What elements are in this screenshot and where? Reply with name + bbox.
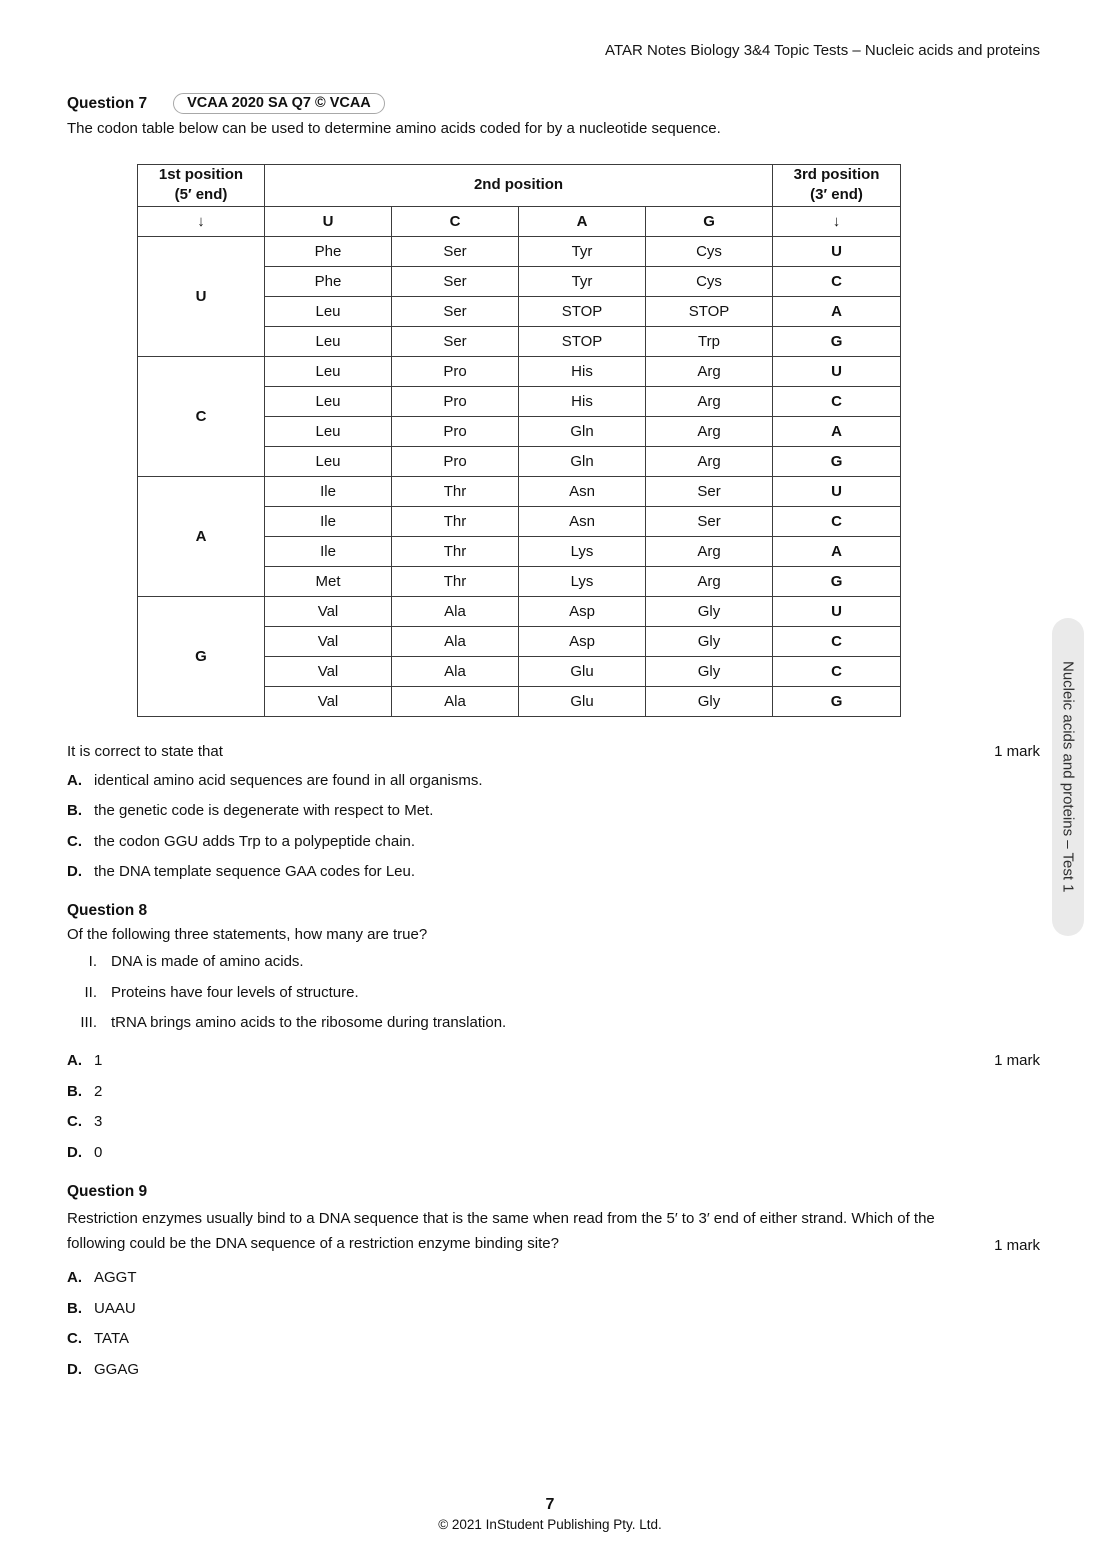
codon-amino-acid-cell: Lys: [519, 536, 646, 566]
codon-table-row: [138, 596, 901, 626]
codon-table-row: [138, 236, 901, 266]
down-arrow-icon: ↓: [773, 206, 901, 236]
codon-third-base: G: [773, 566, 901, 596]
codon-amino-acid-cell: Ile: [265, 536, 392, 566]
question7-intro: The codon table below can be used to determine amino acids coded for by a nucleotide sequence.: [67, 120, 721, 137]
codon-amino-acid-cell: Ala: [392, 596, 519, 626]
question8-options: [67, 1052, 1040, 1161]
option-row: [67, 863, 1040, 880]
codon-third-base: A: [773, 416, 901, 446]
option-letter: D.: [67, 863, 82, 880]
option-letter: B.: [67, 1082, 82, 1100]
option-text: GGAG: [94, 1360, 140, 1378]
codon-amino-acid-cell: Ala: [392, 686, 519, 716]
codon-amino-acid-cell: Gln: [519, 446, 646, 476]
header-title: ATAR Notes Biology 3&4 Topic Tests – Nucleic acids and proteins: [605, 42, 1040, 59]
codon-amino-acid-cell: Gly: [646, 596, 773, 626]
option-letter: B.: [67, 802, 82, 819]
option-letter: A.: [67, 771, 82, 789]
statement-numeral: III.: [80, 1014, 97, 1031]
codon-amino-acid-cell: Trp: [646, 326, 773, 356]
codon-amino-acid-cell: His: [519, 386, 646, 416]
question9-text: Restriction enzymes usually bind to a DNA sequence that is the same when read from the 5′ to 3′ end of either strand. Which of the following could be the DNA sequence of a restriction enzyme binding site?: [67, 1209, 935, 1253]
codon-amino-acid-cell: Tyr: [519, 236, 646, 266]
codon-third-base: U: [773, 356, 901, 386]
codon-amino-acid-cell: Cys: [646, 266, 773, 296]
option-text: the DNA template sequence GAA codes for Leu.: [94, 863, 416, 880]
option-letter: D.: [67, 1143, 82, 1161]
codon-header-third-position: [773, 165, 901, 207]
codon-amino-acid-cell: Thr: [392, 566, 519, 596]
codon-amino-acid-cell: Glu: [519, 686, 646, 716]
statement-numeral: I.: [88, 953, 97, 970]
question7-marks: 1 mark: [994, 742, 1040, 760]
page-footer: [0, 1496, 1100, 1532]
question8-intro: Of the following three statements, how many are true?: [67, 926, 428, 943]
codon-amino-acid-cell: Leu: [265, 446, 392, 476]
codon-amino-acid-cell: Arg: [646, 566, 773, 596]
codon-amino-acid-cell: Thr: [392, 536, 519, 566]
codon-amino-acid-cell: Arg: [646, 356, 773, 386]
codon-amino-acid-cell: Val: [265, 626, 392, 656]
codon-amino-acid-cell: His: [519, 356, 646, 386]
codon-amino-acid-cell: Pro: [392, 416, 519, 446]
statement-text: Proteins have four levels of structure.: [111, 983, 359, 1001]
codon-third-base: G: [773, 686, 901, 716]
codon-amino-acid-cell: Cys: [646, 236, 773, 266]
statement-text: tRNA brings amino acids to the ribosome during translation.: [111, 1014, 507, 1031]
codon-third-base: C: [773, 626, 901, 656]
option-text: 1: [94, 1052, 103, 1069]
codon-amino-acid-cell: Gly: [646, 656, 773, 686]
option-row: [67, 1113, 1040, 1130]
question9-title: Question 9: [67, 1182, 148, 1200]
codon-amino-acid-cell: Met: [265, 566, 392, 596]
codon-amino-acid-cell: Leu: [265, 356, 392, 386]
option-row: [67, 1330, 1040, 1347]
page-header: [67, 0, 1040, 59]
codon-amino-acid-cell: Asp: [519, 596, 646, 626]
statement-row: [67, 953, 1040, 970]
codon-first-base: A: [138, 476, 265, 596]
down-arrow-icon: ↓: [138, 206, 265, 236]
option-text: TATA: [94, 1330, 129, 1348]
codon-amino-acid-cell: Pro: [392, 356, 519, 386]
option-row: [67, 802, 1040, 819]
codon-amino-acid-cell: Pro: [392, 386, 519, 416]
question9-body-row: [67, 1206, 1040, 1258]
statement-numeral: II.: [84, 983, 97, 1001]
codon-amino-acid-cell: Val: [265, 656, 392, 686]
question7-stem-row: [67, 743, 1040, 760]
codon-base-header-a: A: [519, 206, 646, 236]
codon-third-base: C: [773, 506, 901, 536]
option-text: 2: [94, 1082, 103, 1100]
option-letter: C.: [67, 1113, 82, 1130]
codon-base-header-u: U: [265, 206, 392, 236]
option-row: [67, 1052, 1040, 1069]
codon-header-first-position: [138, 165, 265, 207]
codon-third-base: U: [773, 236, 901, 266]
codon-amino-acid-cell: Ile: [265, 506, 392, 536]
codon-amino-acid-cell: Ala: [392, 626, 519, 656]
codon-amino-acid-cell: STOP: [646, 296, 773, 326]
codon-amino-acid-cell: Thr: [392, 506, 519, 536]
codon-first-base: C: [138, 356, 265, 476]
codon-amino-acid-cell: Gln: [519, 416, 646, 446]
option-text: AGGT: [94, 1269, 137, 1287]
option-letter: C.: [67, 1330, 82, 1348]
option-row: [67, 1083, 1040, 1100]
question8-title: Question 8: [67, 902, 148, 919]
option-row: [67, 1361, 1040, 1378]
codon-amino-acid-cell: STOP: [519, 296, 646, 326]
codon-amino-acid-cell: Ala: [392, 656, 519, 686]
codon-third-base: U: [773, 596, 901, 626]
codon-third-base: C: [773, 656, 901, 686]
codon-amino-acid-cell: Leu: [265, 326, 392, 356]
topic-side-tab: [1052, 618, 1084, 936]
question9-marks: 1 mark: [994, 1237, 1040, 1255]
codon-amino-acid-cell: Gly: [646, 686, 773, 716]
question7-title: Question 7: [67, 94, 148, 112]
codon-amino-acid-cell: Ser: [646, 476, 773, 506]
question8-statements: [67, 953, 1040, 1031]
codon-amino-acid-cell: Glu: [519, 656, 646, 686]
third-position-line1: 3rd position: [793, 166, 880, 183]
codon-amino-acid-cell: Arg: [646, 416, 773, 446]
option-text: 0: [94, 1143, 103, 1161]
question9-options: [67, 1269, 1040, 1378]
codon-third-base: C: [773, 386, 901, 416]
codon-amino-acid-cell: Phe: [265, 236, 392, 266]
option-text: the codon GGU adds Trp to a polypeptide chain.: [94, 832, 416, 850]
option-text: identical amino acid sequences are found in all organisms.: [94, 771, 483, 789]
codon-amino-acid-cell: Asn: [519, 476, 646, 506]
option-letter: C.: [67, 832, 82, 850]
option-row: [67, 833, 1040, 850]
codon-table: [137, 164, 901, 717]
codon-amino-acid-cell: Leu: [265, 386, 392, 416]
codon-amino-acid-cell: Pro: [392, 446, 519, 476]
statement-row: [67, 1014, 1040, 1031]
codon-amino-acid-cell: Leu: [265, 296, 392, 326]
codon-third-base: C: [773, 266, 901, 296]
codon-third-base: U: [773, 476, 901, 506]
codon-amino-acid-cell: Asn: [519, 506, 646, 536]
codon-amino-acid-cell: Arg: [646, 536, 773, 566]
question7-title-row: [67, 93, 1040, 114]
codon-table-row: [138, 356, 901, 386]
codon-amino-acid-cell: Thr: [392, 476, 519, 506]
option-letter: D.: [67, 1360, 82, 1378]
side-tab-label: Nucleic acids and proteins – Test 1: [1059, 661, 1077, 893]
option-row: [67, 772, 1040, 789]
option-text: the genetic code is degenerate with respect to Met.: [94, 802, 434, 819]
codon-third-base: A: [773, 536, 901, 566]
option-letter: B.: [67, 1299, 82, 1317]
question7-stem: It is correct to state that: [67, 742, 223, 760]
question7-options: [67, 772, 1040, 881]
codon-first-base: U: [138, 236, 265, 356]
codon-amino-acid-cell: Val: [265, 686, 392, 716]
option-row: [67, 1300, 1040, 1317]
codon-amino-acid-cell: Leu: [265, 416, 392, 446]
codon-table-row: [138, 476, 901, 506]
codon-amino-acid-cell: Ser: [392, 266, 519, 296]
first-position-line1: 1st position: [158, 166, 244, 183]
codon-base-header-c: C: [392, 206, 519, 236]
option-text: 3: [94, 1113, 103, 1130]
codon-amino-acid-cell: Ser: [392, 326, 519, 356]
statement-row: [67, 984, 1040, 1001]
codon-first-base: G: [138, 596, 265, 716]
codon-amino-acid-cell: Ser: [646, 506, 773, 536]
codon-amino-acid-cell: Arg: [646, 386, 773, 416]
codon-third-base: A: [773, 296, 901, 326]
codon-amino-acid-cell: Val: [265, 596, 392, 626]
codon-amino-acid-cell: Gly: [646, 626, 773, 656]
codon-third-base: G: [773, 446, 901, 476]
copyright-notice: © 2021 InStudent Publishing Pty. Ltd.: [438, 1517, 662, 1532]
option-row: [67, 1144, 1040, 1161]
codon-amino-acid-cell: Lys: [519, 566, 646, 596]
question7-source-badge: VCAA 2020 SA Q7 © VCAA: [173, 93, 385, 114]
codon-amino-acid-cell: STOP: [519, 326, 646, 356]
option-row: [67, 1269, 1040, 1286]
question8-marks: 1 mark: [994, 1052, 1040, 1069]
option-text: UAAU: [94, 1299, 136, 1317]
third-position-line2: (3′ end): [810, 186, 863, 204]
first-position-line2: (5′ end): [174, 186, 228, 204]
codon-amino-acid-cell: Arg: [646, 446, 773, 476]
codon-base-header-g: G: [646, 206, 773, 236]
codon-header-second-position: 2nd position: [265, 165, 773, 207]
codon-amino-acid-cell: Ser: [392, 236, 519, 266]
codon-third-base: G: [773, 326, 901, 356]
codon-amino-acid-cell: Ile: [265, 476, 392, 506]
codon-amino-acid-cell: Phe: [265, 266, 392, 296]
statement-text: DNA is made of amino acids.: [111, 953, 304, 970]
codon-amino-acid-cell: Tyr: [519, 266, 646, 296]
option-letter: A.: [67, 1052, 82, 1069]
option-letter: A.: [67, 1269, 82, 1287]
page-number: 7: [545, 1496, 555, 1513]
codon-amino-acid-cell: Asp: [519, 626, 646, 656]
codon-amino-acid-cell: Ser: [392, 296, 519, 326]
